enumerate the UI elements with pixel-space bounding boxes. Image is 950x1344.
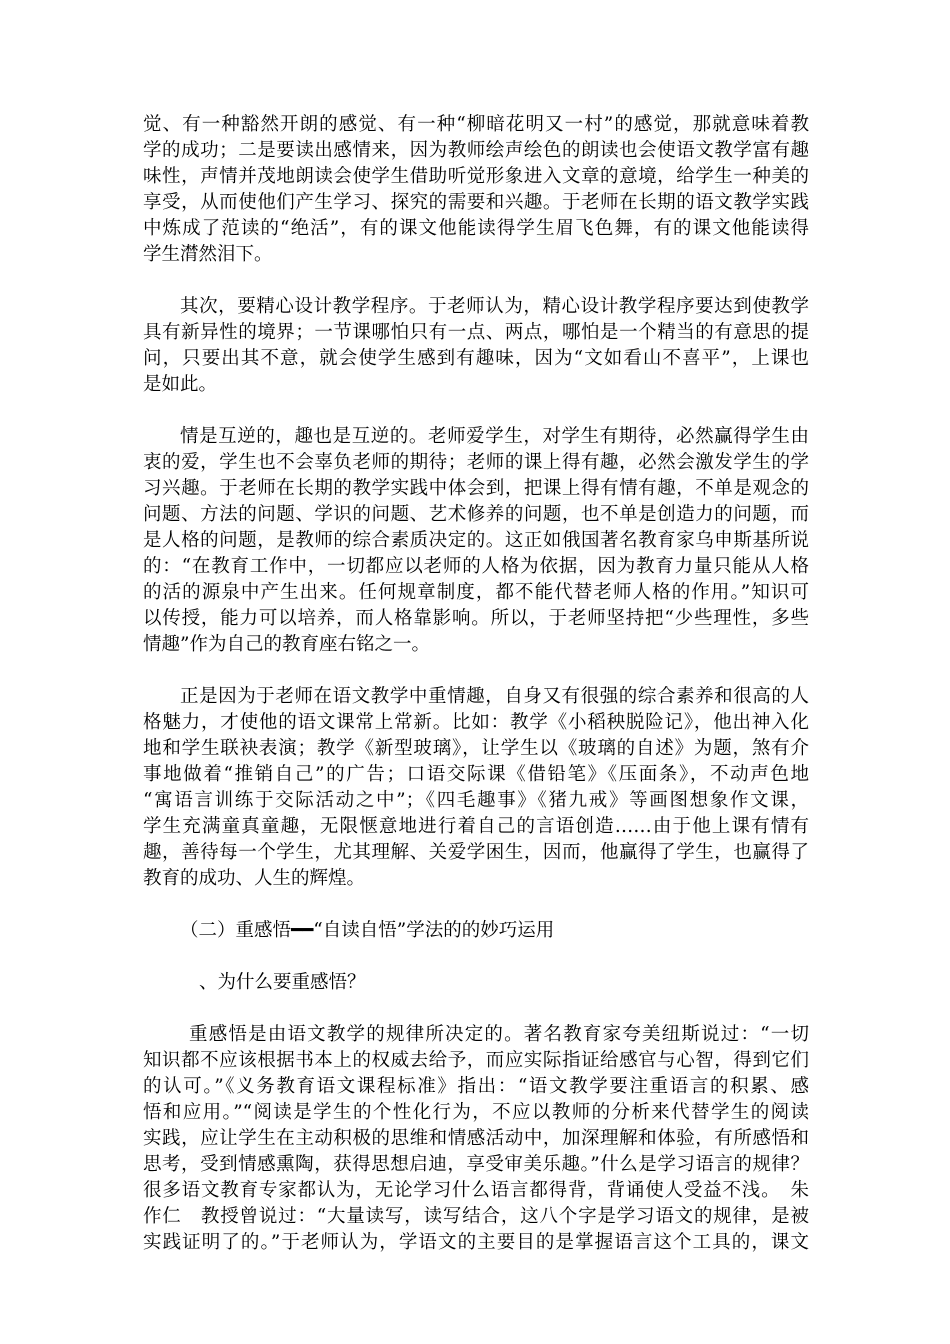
text-line: 事地做着“推销自己”的广告；口语交际课《借铅笔》《压面条》，不动声色地 — [143, 764, 809, 785]
text-line: 实践，应让学生在主动积极的思维和情感活动中，加深理解和体验，有所感悟和 — [143, 1128, 809, 1149]
text-line: 知识都不应该根据书本上的权威去给予，而应实际指证给感官与心智，得到它们 — [143, 1050, 809, 1071]
text-line: 其次，要精心设计教学程序。于老师认为，精心设计教学程序要达到使教学 — [180, 296, 809, 317]
text-line: 问，只要出其不意，就会使学生感到有趣味，因为“文如看山不喜平”，上课也 — [143, 348, 809, 369]
text-line: 觉、有一种豁然开朗的感觉、有一种“柳暗花明又一村”的感觉，那就意味着教 — [143, 114, 809, 135]
text-line: 地和学生联袂表演；教学《新型玻璃》，让学生以《玻璃的自述》为题，煞有介 — [143, 738, 809, 759]
text-line: 的认可。”《义务教育语文课程标准》指出：“语文教学要注重语言的积累、感 — [143, 1076, 809, 1097]
text-line: 正是因为于老师在语文教学中重情趣，自身又有很强的综合素养和很高的人 — [180, 686, 809, 707]
text-line: “寓语言训练于交际活动之中”；《四毛趣事》《猪九戒》等画图想象作文课， — [143, 790, 809, 811]
text-line: 学生充满童真童趣，无限惬意地进行着自己的言语创造……由于他上课有情有 — [143, 816, 809, 837]
text-line: 味性，声情并茂地朗读会使学生借助听觉形象进入文章的意境，给学生一种美的 — [143, 166, 809, 187]
text-line: 趣，善待每一个学生，尤其理解、关爱学困生，因而，他赢得了学生，也赢得了 — [143, 842, 809, 863]
section-heading: （二）重感悟━━“自读自悟”学法的的妙巧运用 — [180, 920, 555, 941]
text-line: 以传授，能力可以培养，而人格靠影响。所以，于老师坚持把“少些理性，多些 — [143, 608, 809, 629]
subsection-heading: 、为什么要重感悟？ — [199, 972, 366, 993]
text-line: 作仁 教授曾说过：“大量读写，读写结合，这八个字是学习语文的规律，是被 — [143, 1206, 809, 1227]
text-line: 中炼成了范读的“绝活”，有的课文他能读得学生眉飞色舞，有的课文他能读得 — [143, 218, 809, 239]
text-line: 悟和应用。”“阅读是学生的个性化行为，不应以教师的分析来代替学生的阅读 — [143, 1102, 809, 1123]
text-line: 是如此。 — [143, 374, 218, 395]
text-line: 很多语文教育专家都认为，无论学习什么语言都得背，背诵使人受益不浅。 朱 — [143, 1180, 809, 1201]
text-line: 习兴趣。于老师在长期的教学实践中体会到，把课上得有情有趣，不单是观念的 — [143, 478, 809, 499]
text-line: 的：“在教育工作中，一切都应以老师的人格为依据，因为教育力量只能从人格 — [143, 556, 809, 577]
text-line: 教育的成功、人生的辉煌。 — [143, 868, 366, 889]
text-line: 格魅力，才使他的语文课常上常新。比如：教学《小稻秧脱险记》，他出神入化 — [143, 712, 809, 733]
text-line: 学的成功；二是要读出感情来，因为教师绘声绘色的朗读也会使语文教学富有趣 — [143, 140, 809, 161]
text-line: 是人格的问题，是教师的综合素质决定的。这正如俄国著名教育家乌申斯基所说 — [143, 530, 809, 551]
text-line: 衷的爱，学生也不会辜负老师的期待；老师的课上得有趣，必然会激发学生的学 — [143, 452, 809, 473]
text-line: 情趣”作为自己的教育座右铭之一。 — [143, 634, 430, 655]
text-line: 问题、方法的问题、学识的问题、艺术修养的问题，也不单是创造力的问题，而 — [143, 504, 809, 525]
text-line: 享受，从而使他们产生学习、探究的需要和兴趣。于老师在长期的语文教学实践 — [143, 192, 809, 213]
text-line: 的活的源泉中产生出来。任何规章制度，都不能代替老师人格的作用。”知识可 — [143, 582, 809, 603]
text-line: 重感悟是由语文教学的规律所决定的。著名教育家夸美纽斯说过：“一切 — [189, 1024, 809, 1045]
text-line: 实践证明了的。”于老师认为，学语文的主要目的是掌握语言这个工具的，课文 — [143, 1232, 809, 1253]
text-line: 情是互逆的，趣也是互逆的。老师爱学生，对学生有期待，必然赢得学生由 — [180, 426, 809, 447]
text-line: 思考，受到情感熏陶，获得思想启迪，享受审美乐趣。”什么是学习语言的规律？ — [143, 1154, 809, 1175]
document-page — [143, 0, 809, 1344]
text-line: 具有新异性的境界；一节课哪怕只有一点、两点，哪怕是一个精当的有意思的提 — [143, 322, 809, 343]
text-line: 学生潸然泪下。 — [143, 244, 273, 265]
